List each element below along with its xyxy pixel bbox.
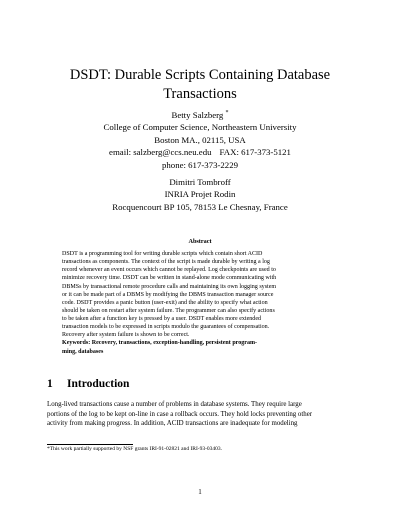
author-phone: phone: 617-373-2229 xyxy=(162,159,238,170)
author-name: Dimitri Tombroff xyxy=(169,177,231,188)
author-address: Boston MA., 02115, USA xyxy=(154,134,246,145)
abstract-heading: Abstract xyxy=(188,238,212,245)
section-body xyxy=(47,400,353,429)
keywords-text: ming, databases xyxy=(62,348,104,355)
footnote-marker: * xyxy=(225,110,229,117)
footnote: *This work partially supported by NSF grants IRI-91-02821 and IRI-93-03403. xyxy=(47,446,223,452)
abstract-line: record whenever an event occurs which cannot be replayed. Log checkpoints are used to xyxy=(62,267,276,274)
body-line: portions of the log to be kept on-line in case a rollback occurs. They hold locks preventing other xyxy=(47,410,313,418)
author-email: email: salzberg@ccs.neu.edu xyxy=(109,147,212,158)
author-affiliation: College of Computer Science, Northeastern University xyxy=(103,122,297,133)
author-fax: FAX: 617-373-5121 xyxy=(219,147,291,158)
abstract-line: to be taken after a function key is pressed by a user. DSDT enables more extended xyxy=(62,316,262,322)
page-number: 1 xyxy=(198,488,202,496)
abstract-line: code. DSDT provides a panic button (user-exit) and the ability to specify what action xyxy=(62,299,268,306)
abstract-line: transactions as components. The context of the script is made durable by writing a log xyxy=(62,259,270,266)
keywords-label: Keywords: xyxy=(62,340,91,347)
title-line: Transactions xyxy=(163,86,237,102)
abstract-body xyxy=(62,250,338,356)
abstract-line: DBMSs by transactional remote procedure calls and maintaining its own logging system xyxy=(62,283,277,290)
body-line: activity from making progress. In addition, ACID transactions are inadequate for modeling xyxy=(47,420,298,428)
author-name-line xyxy=(40,109,360,121)
abstract-line: transaction models to be expressed in scripts modulo the guarantees of compensation. xyxy=(62,324,270,331)
author-name: Betty Salzberg xyxy=(171,110,224,120)
section-number: 1 xyxy=(47,378,53,390)
section-heading xyxy=(47,378,129,390)
keywords-text: Recovery, transactions, exception-handling, persistent program- xyxy=(91,340,258,347)
author-block xyxy=(40,109,360,213)
abstract-line: DSDT is a programming tool for writing durable scripts which contain short ACID xyxy=(62,251,263,257)
abstract-line: minimize recovery time. DSDT can be written in stand-alone mode communicating with xyxy=(62,275,277,282)
section-title: Introduction xyxy=(67,378,130,390)
abstract-line: Recovery after system failure is shown to be correct. xyxy=(62,332,190,339)
author-affiliation: INRIA Projet Rodin xyxy=(164,189,236,200)
keywords-line xyxy=(62,339,338,347)
paper-title xyxy=(40,66,360,104)
abstract-line: should be taken on restart after system failure. The programmer can also specify actions xyxy=(62,307,275,314)
abstract-line: or it can be made part of a DBMS by modifying the DBMS transaction manager source xyxy=(62,291,274,298)
author-contact-line xyxy=(40,146,360,158)
footnote-rule xyxy=(47,444,133,445)
title-line: DSDT: Durable Scripts Containing Database xyxy=(69,67,331,83)
author-address: Rocquencourt BP 105, 78153 Le Chesnay, France xyxy=(112,201,288,212)
body-line: Long-lived transactions cause a number of problems in database systems. They require large xyxy=(47,401,302,408)
